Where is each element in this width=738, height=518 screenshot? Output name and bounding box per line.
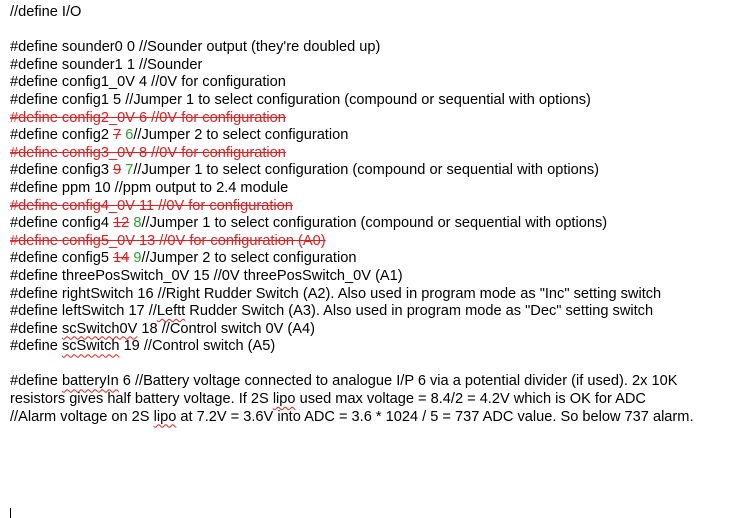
define-ppm: #define ppm 10 //ppm output to 2.4 module <box>10 179 289 196</box>
deleted-value: 9 <box>113 162 122 179</box>
spellcheck-word: batteryIn <box>61 373 119 390</box>
text-segment: 6 //Battery voltage connected to analogue I/P 6 via a potential divider (if used). 2x 10K resistors gives half battery voltage. If 2S <box>10 373 678 408</box>
define-config1: #define config1 5 //Jumper 1 to select configuration (compound or sequential with options) <box>10 91 591 108</box>
text-segment: #define <box>10 320 62 337</box>
inserted-value: 8 <box>133 215 142 232</box>
deleted-define-config3-0v: #define config3_0V 8 //0V for configuration <box>10 144 286 161</box>
text-segment: used max voltage = 8.4/2 = 4.2V which is OK for ADC <box>295 391 646 408</box>
define-scswitch <box>10 338 730 356</box>
define-config4 <box>10 215 730 233</box>
deleted-define-config5-0v: #define config5_0V 13 //0V for configuration (A0) <box>10 232 326 249</box>
define-config3 <box>10 162 730 180</box>
define-config2 <box>10 127 730 145</box>
comment-line: //define I/O <box>10 4 82 20</box>
alarm-comment <box>10 409 730 427</box>
define-threeposswitch-0v: #define threePosSwitch_0V 15 //0V threePosSwitch_0V (A1) <box>10 267 403 284</box>
inserted-value: 7 <box>125 162 134 179</box>
text-segment: at 7.2V = 3.6V into ADC = 3.6 * 1024 / 5 = 737 ADC value. So below 737 alarm. <box>176 408 694 425</box>
text-segment: #define config5 <box>10 250 114 267</box>
define-sounder0: #define sounder0 0 //Sounder output (they're doubled up) <box>10 39 381 56</box>
spellcheck-word: scSwitch0V <box>61 320 138 337</box>
text-segment: //Jumper 1 to select configuration (compound or sequential with options) <box>141 215 608 232</box>
define-config1-0v: #define config1_0V 4 //0V for configuration <box>10 74 286 91</box>
spellcheck-word: lipo <box>153 408 177 425</box>
text-segment: //Jumper 2 to select configuration <box>141 250 357 267</box>
text-segment: Rudder Switch (A3). Also used in program mode as "Dec" setting switch <box>185 303 654 320</box>
define-batteryin <box>10 373 730 408</box>
spellcheck-word: lipo <box>272 391 296 408</box>
inserted-value: 9 <box>133 250 142 267</box>
blank-line <box>10 22 730 40</box>
text-segment: #define config2 <box>10 127 114 144</box>
spellcheck-word: scSwitch <box>61 338 120 355</box>
inserted-value: 6 <box>125 127 134 144</box>
text-segment: 18 //Control switch 0V (A4) <box>137 320 316 337</box>
deleted-value: 12 <box>113 215 130 232</box>
define-leftswitch <box>10 303 730 321</box>
text-segment: //Alarm voltage on 2S <box>10 408 154 425</box>
text-cursor <box>10 508 11 518</box>
text-segment: #define <box>10 338 62 355</box>
deleted-define-config4-0v: #define config4_0V 11 //0V for configuration <box>10 197 293 214</box>
text-segment: 19 //Control switch (A5) <box>119 338 276 355</box>
text-segment: #define <box>10 373 62 390</box>
define-scswitch0v <box>10 321 730 339</box>
define-sounder1: #define sounder1 1 //Sounder <box>10 56 203 73</box>
document-body[interactable] <box>10 4 730 426</box>
text-segment: //Jumper 1 to select configuration (compound or sequential with options) <box>133 162 600 179</box>
text-segment: #define config4 <box>10 215 114 232</box>
define-config5 <box>10 250 730 268</box>
deleted-value: 7 <box>113 127 122 144</box>
text-segment: //Jumper 2 to select configuration <box>133 127 349 144</box>
text-segment: #define leftSwitch 17 // <box>10 303 157 320</box>
deleted-value: 14 <box>113 250 130 267</box>
blank-line <box>10 356 730 374</box>
define-rightswitch: #define rightSwitch 16 //Right Rudder Switch (A2). Also used in program mode as "Inc" setting switch <box>10 285 662 302</box>
spellcheck-word: Leftt <box>156 303 186 320</box>
deleted-define-config2-0v: #define config2_0V 6 //0V for configuration <box>10 109 286 126</box>
text-segment: #define config3 <box>10 162 114 179</box>
